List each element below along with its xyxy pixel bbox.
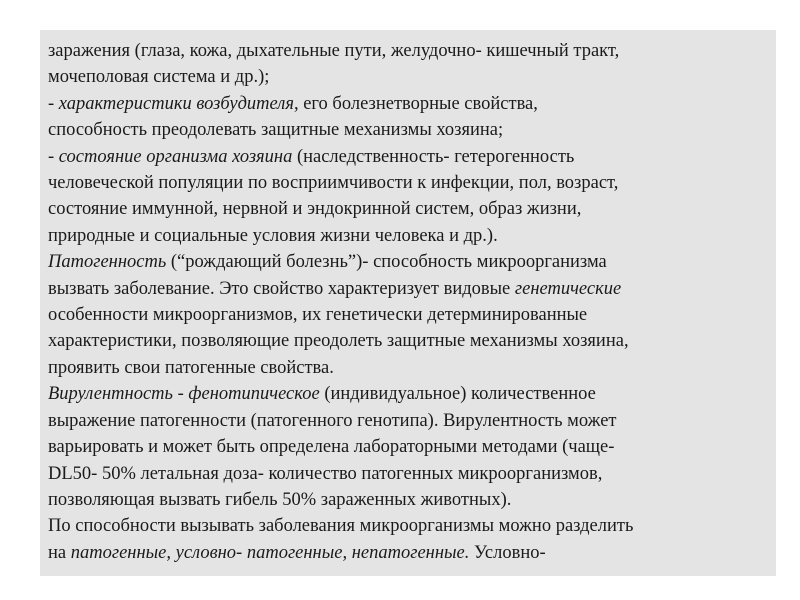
text-segment: - xyxy=(48,93,59,114)
text-line xyxy=(48,196,768,222)
text-line xyxy=(48,540,768,566)
text-segment: мочеполовая система и др.); xyxy=(48,67,270,88)
text-line xyxy=(48,461,768,487)
text-line xyxy=(48,249,768,275)
text-segment: DL50- 50% летальная доза- количество патогенных микроорганизмов, xyxy=(48,463,603,484)
text-line xyxy=(48,328,768,354)
text-segment: варьировать и может быть определена лабораторными методами (чаще- xyxy=(48,437,615,458)
text-segment: человеческой популяции по восприимчивости к инфекции, пол, возраст, xyxy=(48,173,619,194)
text-line xyxy=(48,381,768,407)
text-line xyxy=(48,355,768,381)
text-line xyxy=(48,276,768,302)
emphasized-term: генетические xyxy=(514,278,622,299)
text-line xyxy=(48,513,768,539)
text-segment: природные и социальные условия жизни человека и др.). xyxy=(48,225,498,246)
text-line xyxy=(48,117,768,143)
text-line xyxy=(48,302,768,328)
body-text xyxy=(40,30,776,576)
emphasized-term: Вирулентность - фенотипическое xyxy=(48,384,320,405)
text-segment: позволяющая вызвать гибель 50% зараженных животных). xyxy=(48,489,512,510)
text-line xyxy=(48,487,768,513)
text-line xyxy=(48,64,768,90)
text-line xyxy=(48,434,768,460)
text-segment: (“рождающий болезнь”)- способность микроорганизма xyxy=(166,252,607,273)
text-line xyxy=(48,144,768,170)
text-segment: на xyxy=(48,542,71,563)
text-line xyxy=(48,408,768,434)
emphasized-term: характеристики возбудителя xyxy=(58,93,294,114)
text-segment: выражение патогенности (патогенного генотипа). Вирулентность может xyxy=(48,410,617,431)
text-segment: особенности микроорганизмов, их генетически детерминированные xyxy=(48,305,588,326)
emphasized-term: патогенные, условно- патогенные, непатогенные. xyxy=(70,542,470,563)
emphasized-term: Патогенность xyxy=(48,252,167,273)
emphasized-term: состояние организма хозяина xyxy=(58,146,293,167)
text-segment: проявить свои патогенные свойства. xyxy=(48,357,334,378)
text-segment: вызвать заболевание. Это свойство характеризует видовые xyxy=(48,278,515,299)
text-segment: , его болезнетворные свойства, xyxy=(293,93,538,114)
text-segment: характеристики, позволяющие преодолеть защитные механизмы хозяина, xyxy=(48,331,629,352)
text-line xyxy=(48,170,768,196)
text-segment: состояние иммунной, нервной и эндокринной систем, образ жизни, xyxy=(48,199,582,220)
text-segment: способность преодолевать защитные механизмы хозяина; xyxy=(48,120,504,141)
text-segment: Условно- xyxy=(469,542,546,563)
text-line xyxy=(48,223,768,249)
text-segment: - xyxy=(48,146,59,167)
text-segment: заражения (глаза, кожа, дыхательные пути, желудочно- кишечный тракт, xyxy=(48,41,620,61)
text-segment: (наследственность- гетерогенность xyxy=(292,146,575,167)
text-line xyxy=(48,91,768,117)
text-line xyxy=(48,38,768,64)
text-segment: По способности вызывать заболевания микроорганизмы можно разделить xyxy=(48,516,634,537)
text-segment: (индивидуальное) количественное xyxy=(319,384,596,405)
